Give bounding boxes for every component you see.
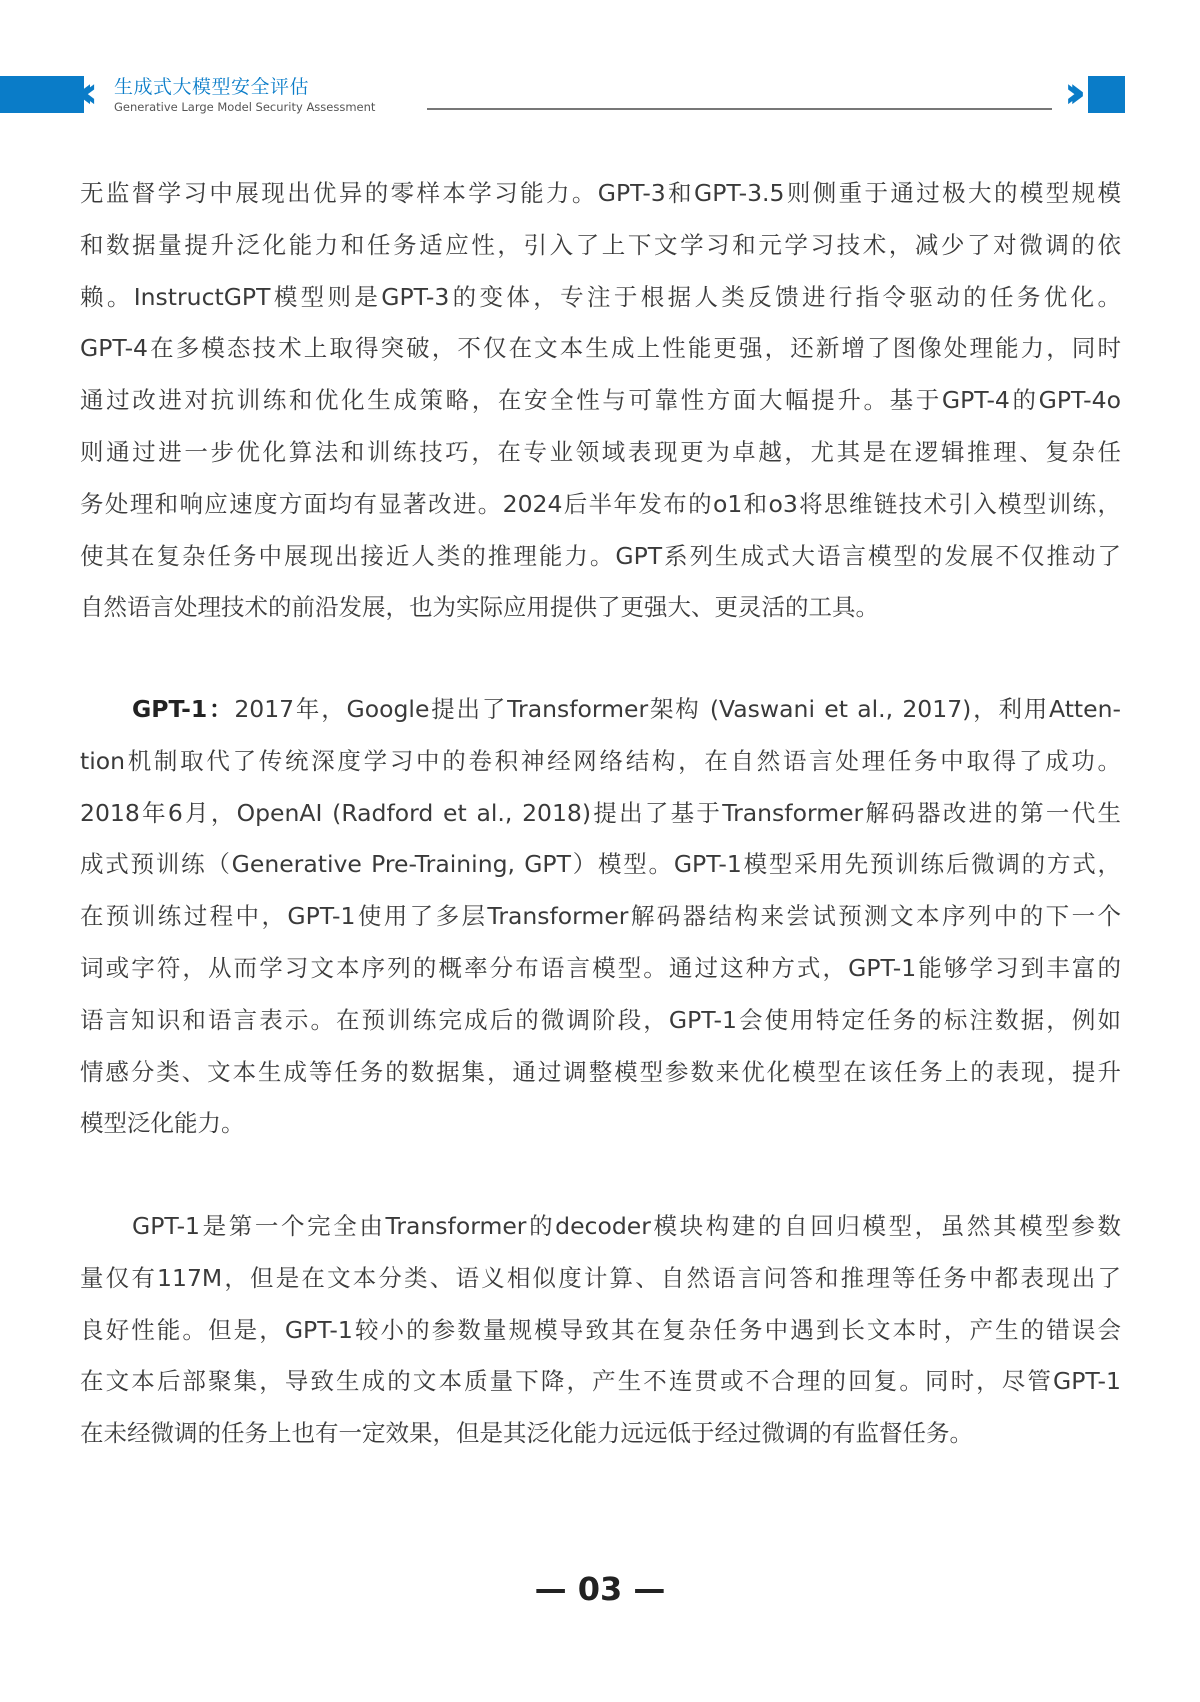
paragraph-line: 在预训练过程中，GPT-1使用了多层Transformer解码器结构来尝试预测文本序列中的下一个 [80, 902, 1121, 931]
section-lead: GPT-1： [132, 695, 235, 723]
paragraph-line: 模型泛化能力。 [80, 1109, 245, 1138]
paragraph-line: 情感分类、文本生成等任务的数据集，通过调整模型参数来优化模型在该任务上的表现，提升 [80, 1057, 1121, 1086]
paragraph-3 [80, 1201, 1121, 1460]
paragraph-line: 和数据量提升泛化能力和任务适应性，引入了上下文学习和元学习技术，减少了对微调的依 [80, 230, 1121, 259]
paragraph-line: 词或字符，从而学习文本序列的概率分布语言模型。通过这种方式，GPT-1能够学习到丰富的 [80, 953, 1121, 982]
paragraph-line: 务处理和响应速度方面均有显著改进。2024后半年发布的o1和o3将思维链技术引入模型训练， [80, 489, 1121, 518]
paragraph-gpt1 [80, 684, 1121, 1150]
paragraph-line: 在文本后部聚集，导致生成的文本质量下降，产生不连贯或不合理的回复。同时，尽管GPT-1 [80, 1367, 1121, 1396]
double-chevron-right-icon: ›› [1064, 67, 1073, 118]
paragraph-line: 语言知识和语言表示。在预训练完成后的微调阶段，GPT-1会使用特定任务的标注数据，例如 [80, 1005, 1121, 1034]
paragraph-line: 赖。InstructGPT模型则是GPT-3的变体，专注于根据人类反馈进行指令驱动的任务优化。 [80, 282, 1121, 311]
page-number: — 03 — [534, 1570, 666, 1608]
header-subtitle: Generative Large Model Security Assessment [114, 100, 376, 114]
paragraph-line: GPT-1：2017年，Google提出了Transformer架构 (Vaswani et al., 2017)，利用Atten- [132, 695, 1121, 723]
paragraph-line: 2018年6月，OpenAI (Radford et al., 2018)提出了基于Transformer解码器改进的第一代生 [80, 798, 1121, 827]
paragraph-line: 使其在复杂任务中展现出接近人类的推理能力。GPT系列生成式大语言模型的发展不仅推动了 [80, 541, 1121, 570]
header-title: 生成式大模型安全评估 [114, 76, 310, 98]
header-divider [427, 108, 1052, 110]
paragraph-line: tion机制取代了传统深度学习中的卷积神经网络结构，在自然语言处理任务中取得了成功。 [80, 746, 1121, 775]
paragraph-line: GPT-4在多模态技术上取得突破，不仅在文本生成上性能更强，还新增了图像处理能力，同时 [80, 334, 1121, 363]
paragraph-line: 无监督学习中展现出优异的零样本学习能力。GPT-3和GPT-3.5则侧重于通过极大的模型规模 [80, 179, 1121, 207]
paragraph-line: GPT-1是第一个完全由Transformer的decoder模块构建的自回归模型，虽然其模型参数 [132, 1212, 1121, 1240]
paragraph-line: 良好性能。但是，GPT-1较小的参数量规模导致其在复杂任务中遇到长文本时，产生的错误会 [80, 1315, 1121, 1344]
paragraph-1 [80, 168, 1121, 634]
double-chevron-left-icon: ‹‹ [76, 67, 85, 118]
paragraph-line: 则通过进一步优化算法和训练技巧，在专业领域表现更为卓越，尤其是在逻辑推理、复杂任 [80, 437, 1121, 466]
paragraph-line: 自然语言处理技术的前沿发展，也为实际应用提供了更强大、更灵活的工具。 [80, 593, 879, 622]
paragraph-line: 量仅有117M，但是在文本分类、语义相似度计算、自然语言问答和推理等任务中都表现出了 [80, 1263, 1121, 1292]
paragraph-line: 成式预训练（Generative Pre-Training, GPT）模型。GPT-1模型采用先预训练后微调的方式， [80, 850, 1121, 879]
header-bar-right [1088, 76, 1125, 113]
header-bar-left [0, 67, 85, 118]
paragraph-line: 通过改进对抗训练和优化生成策略，在安全性与可靠性方面大幅提升。基于GPT-4的GPT-4o [80, 386, 1121, 415]
paragraph-line: 在未经微调的任务上也有一定效果，但是其泛化能力远远低于经过微调的有监督任务。 [80, 1419, 973, 1448]
